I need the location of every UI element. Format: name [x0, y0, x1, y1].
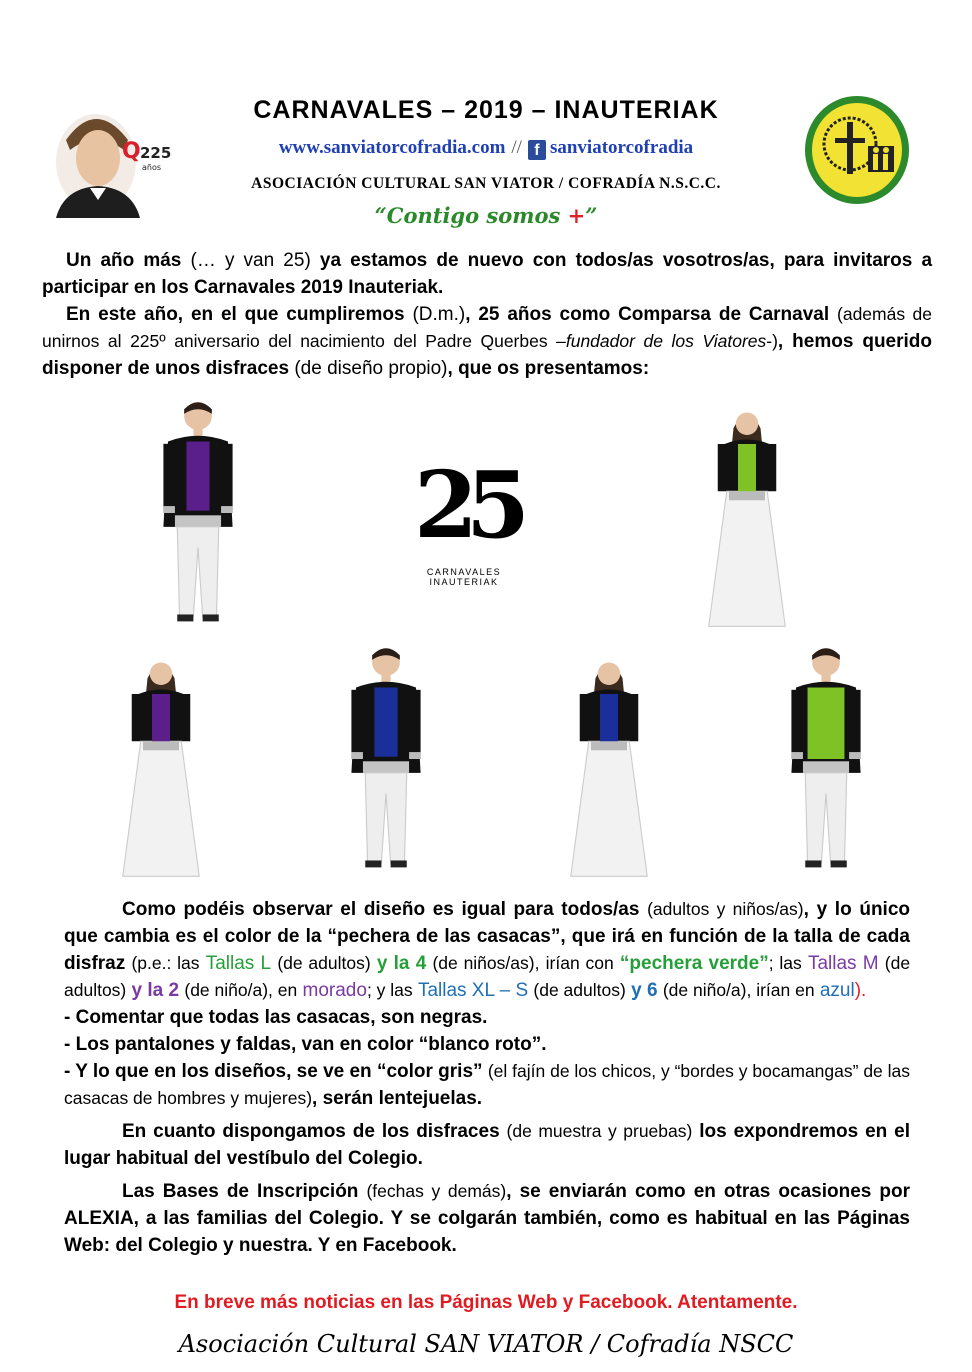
intro-paragraph-1	[42, 247, 932, 301]
intro-p2-h: (de diseño propio)	[294, 358, 448, 379]
body-s1-c: , y lo único que cambia es el color de la “pechera de las casacas”, que irá en función de la talla de cada disfraz	[64, 899, 911, 974]
intro-text	[42, 247, 932, 382]
logo-25-number: 25	[414, 451, 519, 559]
body-s1-q: ; y las	[366, 980, 413, 1000]
costume-woman-purple	[116, 655, 206, 882]
website-link[interactable]: www.sanviatorcofradia.com	[278, 137, 506, 158]
costume-man-purple	[148, 400, 248, 631]
bullet-3-c: , serán lentejuelas.	[312, 1088, 483, 1109]
bullet-1: - Comentar que todas las casacas, son negras.	[64, 1007, 488, 1028]
motto-text: “Contigo somos	[374, 203, 561, 228]
intro-p2-d: (además de unirnos al 225º aniversario del nacimiento del Padre Querbes –	[42, 304, 933, 351]
bullet-3-a: - Y lo que en los diseños, se ve en “color gris”	[64, 1061, 483, 1082]
body-p3-a: En cuanto dispongamos de los disfraces	[122, 1121, 500, 1142]
body-s1-a: Como podéis observar el diseño es igual para todos/as	[122, 899, 640, 920]
page-title: CARNAVALES – 2019 – INAUTERIAK	[253, 96, 719, 124]
body-s1-w: ).	[854, 980, 867, 1001]
header-links	[0, 137, 972, 160]
svg-text:años: años	[142, 163, 162, 172]
body-p3-c: los expondremos en el lugar habitual del vestíbulo del Colegio.	[64, 1121, 910, 1169]
body-s1-g: y la 4	[376, 953, 427, 974]
bullet-3	[64, 1058, 910, 1112]
intro-paragraph-2	[42, 301, 932, 382]
costume-woman-blue	[564, 655, 654, 882]
logo-25-line1: CARNAVALES	[426, 567, 502, 577]
body-s1-e: Tallas L	[205, 953, 272, 974]
body-s1-j: “pechera verde”	[619, 953, 769, 974]
body-p4-a: Las Bases de Inscripción	[122, 1181, 359, 1202]
body-s1-m: (de adultos)	[64, 953, 911, 1000]
body-s1-s: (de adultos)	[533, 980, 626, 1000]
body-paragraph-3	[64, 1118, 910, 1172]
signature: Asociación Cultural SAN VIATOR / Cofradía NSCC	[178, 1330, 794, 1358]
body-s1-i: irían con	[545, 953, 614, 973]
intro-p1-c: ya estamos de nuevo con todos/as vosotros/as, para invitaros a participar en los Carnavales 2019 Inauteriak.	[42, 250, 933, 298]
body-s1-p: morado	[302, 980, 367, 1001]
body-s1-t: y 6	[631, 980, 658, 1001]
intro-p2-i: , que os presentamos:	[447, 358, 650, 379]
body-s1-o: (de niño/a), en	[184, 980, 298, 1000]
intro-p2-b: (D.m.)	[412, 304, 466, 325]
body-s1-u: (de niño/a), irían en	[662, 980, 815, 1000]
intro-p1-a: Un año más	[66, 250, 182, 271]
body-s1-b: (adultos y niños/as)	[647, 899, 804, 919]
body-p4-b: (fechas y demás)	[366, 1181, 507, 1201]
body-s1-l: Tallas M	[807, 953, 879, 974]
body-s1-r: Tallas XL – S	[417, 980, 529, 1001]
body-s1-v: azul	[819, 980, 855, 1001]
intro-p2-g: , hemos querido disponer de unos disfraces	[42, 331, 932, 379]
body-s1-k: ; las	[768, 953, 802, 973]
facebook-icon[interactable]: f	[528, 140, 546, 160]
logo-25	[414, 451, 519, 605]
costume-man-green	[776, 646, 876, 877]
intro-p1-b: (… y van 25)	[190, 250, 311, 271]
body-paragraph-4	[64, 1178, 910, 1259]
bullet-2: - Los pantalones y faldas, van en color “blanco roto”.	[64, 1034, 547, 1055]
association-name: ASOCIACIÓN CULTURAL SAN VIATOR / COFRADÍA N.S.C.C.	[251, 175, 721, 192]
motto	[0, 203, 972, 228]
intro-p2-e: fundador de los Viatores	[565, 331, 767, 351]
body-paragraph-1	[64, 896, 910, 1004]
intro-p2-c: , 25 años como Comparsa de Carnaval	[465, 304, 830, 325]
costume-man-blue	[336, 646, 436, 877]
svg-text:Q: Q	[122, 139, 141, 164]
intro-p2-a: En este año, en el que cumpliremos	[66, 304, 405, 325]
body-s1-d: (p.e.: las	[131, 953, 200, 973]
facebook-link[interactable]: sanviatorcofradia	[549, 137, 694, 158]
body-p3-b: (de muestra y pruebas)	[506, 1121, 693, 1141]
motto-plus: +	[567, 203, 586, 228]
body-text	[64, 896, 910, 1259]
body-s1-h: (de niños/as),	[432, 953, 540, 973]
links-separator: //	[511, 137, 522, 158]
closing-note: En breve más noticias en las Páginas Web y Facebook. Atentamente.	[174, 1292, 798, 1313]
intro-p2-f: -)	[766, 331, 778, 351]
body-s1-f: (de adultos)	[277, 953, 371, 973]
logo-25-line2: INAUTERIAK	[429, 577, 499, 587]
costume-woman-green	[702, 405, 792, 632]
motto-end: ”	[585, 203, 598, 228]
body-p4-c: , se enviarán como en otras ocasiones por ALEXIA, a las familias del Colegio. Y se colgarán también, como es habitual en las Páginas Web: del Colegio y nuestra. Y en Facebook.	[64, 1181, 911, 1256]
logo-badge-text: 225	[140, 144, 172, 162]
body-s1-n: y la 2	[131, 980, 180, 1001]
bullet-3-b: (el fajín de los chicos, y “bordes y bocamangas” de las casacas de hombres y mujeres)	[64, 1061, 911, 1108]
